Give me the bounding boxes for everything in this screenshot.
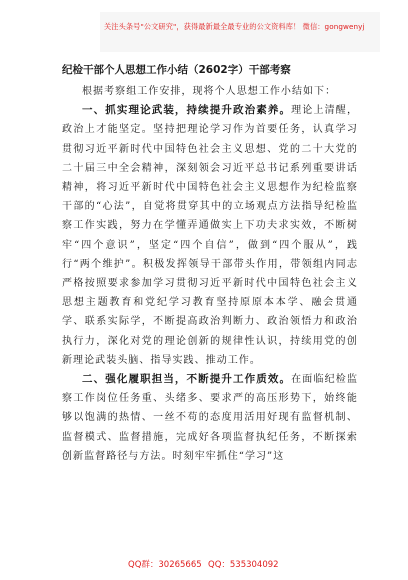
section-2-body: 在面临纪检监察工作岗位任务重、头绪多、要求严的高压形势下，始终能够以饱满的热情、一丝不苟的态度用活用好现有监督机制、监督模式、监督措施，完成好各项监督执纪任务，不断探索创新监督路径与方法。时刻牢牢抓住“学习”这 xyxy=(62,374,358,462)
banner-text: 关注头条号"公文研究"，获得最新最全最专业的公文资料库！ 微信：gongwenyj xyxy=(104,22,365,31)
top-banner xyxy=(100,12,380,52)
footer xyxy=(0,558,408,574)
footer-qq-contact: QQ：535304092 xyxy=(208,560,279,570)
section-1-body: 理论上清醒，政治上才能坚定。坚持把理论学习作为首要任务，认真学习贯彻习近平新时代中国特色社会主义思想、党的二十大党的二十届三中全会精神，深刻领会习近平总书记系列重要讲话精神，将习近平新时代中国特色社会主义思想作为纪检监察干部的“心法”，自觉将贯穿其中的立场观点方法指导纪检监察工作实践，努力在学懂弄通做实上下功夫求实效，不断树牢“四个意识”，坚定“四个自信”，做到“四个服从”，践行“两个维护”。积极发挥领导干部带头作用，带领组内同志严格按照要求参加学习贯彻习近平新时代中国特色社会主义思想主题教育和党纪学习教育坚持原原本本学、融会贯通学、联系实际学，不断提高政治判断力、政治领悟力和政治执行力，深化对党的理论创新的规律性认识，持续用党的创新理论武装头脑、指导实践、推动工作。 xyxy=(62,105,358,366)
section-1-paragraph xyxy=(62,101,358,370)
section-1-heading: 一、抓实理论武装，持续提升政治素养。 xyxy=(82,104,292,117)
document-body xyxy=(62,82,358,466)
footer-qq-group: QQ群：30265665 xyxy=(128,560,202,570)
document-title: 纪检干部个人思想工作小结（2602字）干部考察 xyxy=(62,64,291,76)
intro-paragraph: 根据考察组工作安排，现将个人思想工作小结如下： xyxy=(82,86,337,97)
section-2-heading: 二、强化履职担当，不断提升工作质效。 xyxy=(82,373,292,386)
section-2-paragraph xyxy=(62,370,358,466)
